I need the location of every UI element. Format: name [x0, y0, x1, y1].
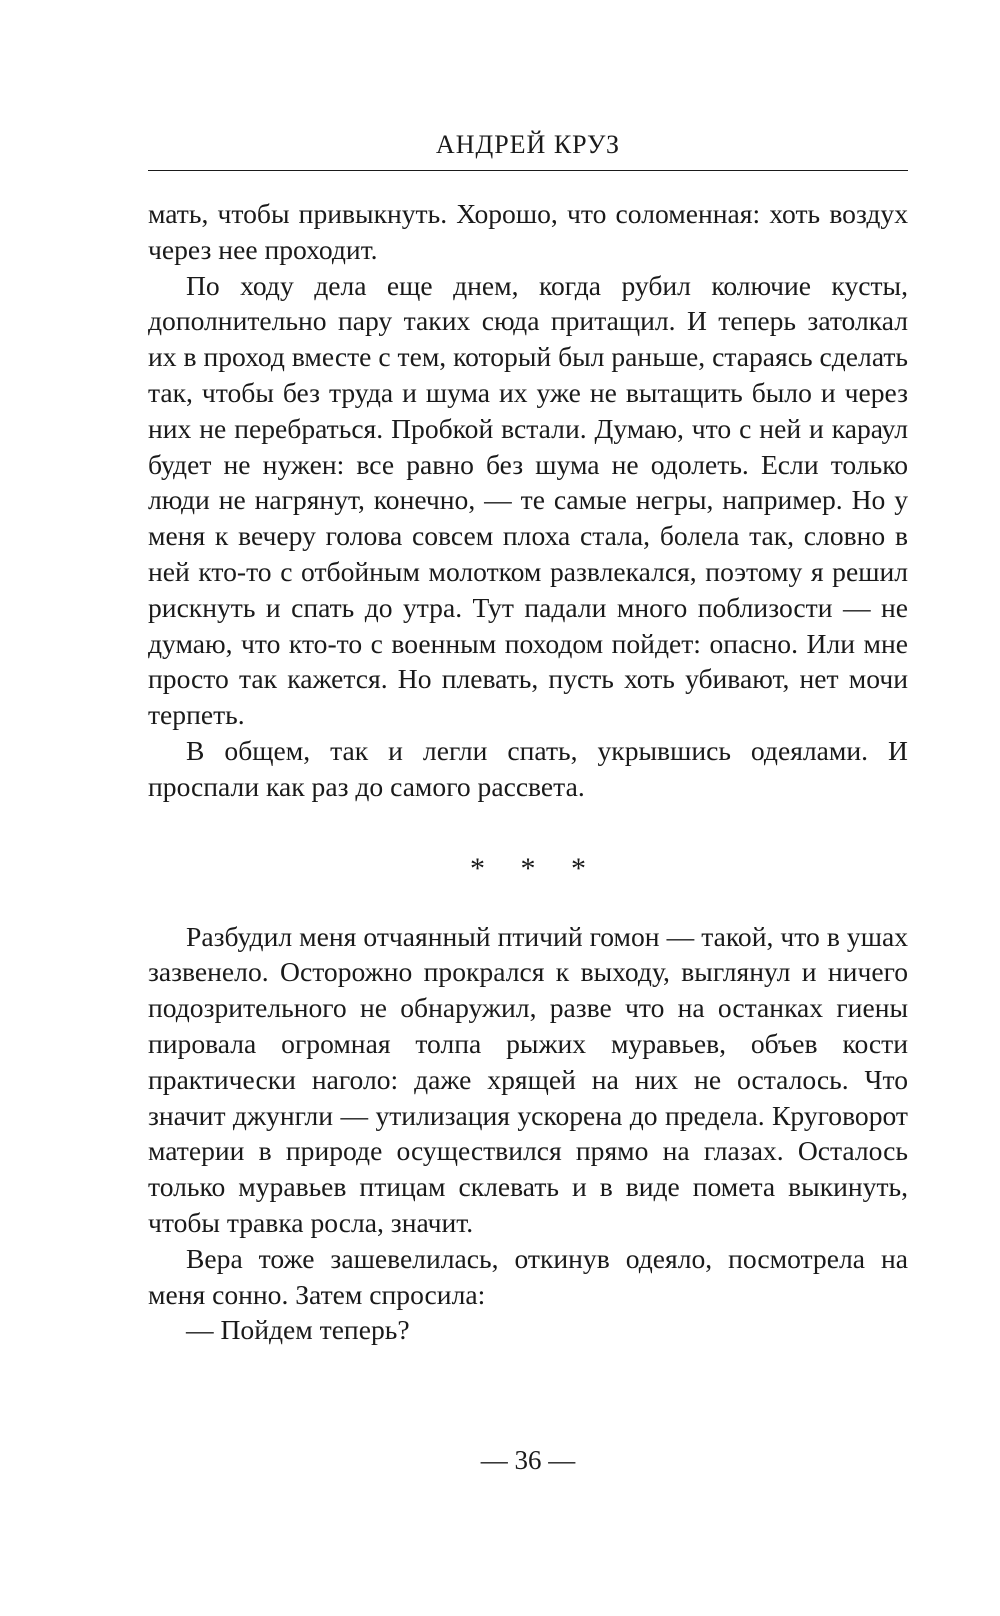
dialogue-line: — Пойдем теперь? [186, 1314, 410, 1346]
page-number: — 36 — [480, 1445, 576, 1475]
header-rule [148, 170, 908, 171]
paragraph: По ходу дела еще днем, когда рубил колючие кусты, дополнительно пару таких сюда притащил. И теперь затолкал их в проход вместе с тем, который был раньше, стараясь сделать так, чтобы без труда и шума их уже не вытащить было и через них не перебраться. Пробкой встали. Думаю, что с ней и караул будет не нужен: все равно без шума не одолеть. Если только люди не нагрянут, конечно, — те самые негры, например. Но у меня к вечеру голова совсем плоха стала, болела так, словно в ней кто-то с отбойным молотком развлекался, поэтому я решил рискнуть и спать до утра. Тут падали много поблизости — не думаю, что кто-то с военным походом пойдет: опасно. Или мне просто так кажется. Но плевать, пусть хоть убивают, нет мочи терпеть. [148, 269, 908, 731]
paragraph: мать, чтобы привыкнуть. Хорошо, что соломенная: хоть воздух через нее проходит. [148, 198, 908, 265]
running-head-author: АНДРЕЙ КРУЗ [435, 130, 621, 159]
paragraph: Вера тоже зашевелилась, откинув одеяло, посмотрела на меня сонно. Затем спросила: [148, 1242, 908, 1310]
paragraph: В общем, так и легли спать, укрывшись одеялами. И проспали как раз до самого рассвета. [148, 734, 908, 802]
section-separator: * * * [470, 851, 600, 885]
body-text [148, 196, 908, 1348]
paragraph: Разбудил меня отчаянный птичий гомон — такой, что в ушах зазвенело. Осторожно прокрался к выходу, выглянул и ничего подозрительного не обнаружил, разве что на останках гиены пировала огромная толпа рыжих муравьев, объев кости практически наголо: даже хрящей на них не осталось. Что значит джунгли — утилизация ускорена до предела. Круговорот материи в природе осуществился прямо на глазах. Осталось только муравьев птицам склевать и в виде помета выкинуть, чтобы травка росла, значит. [148, 920, 908, 1238]
